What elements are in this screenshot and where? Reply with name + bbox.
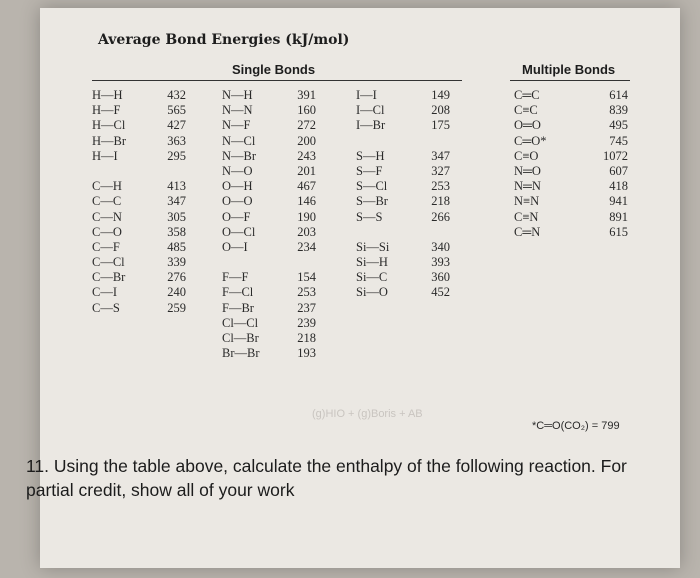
bond-energy: 1072 (603, 148, 628, 163)
watermark: (g)HIO + (g)Boris + AB (312, 408, 423, 420)
bond-label: Cl—Br (222, 331, 259, 345)
bond-row (222, 149, 316, 164)
bond-column-1 (92, 88, 186, 316)
bond-energy: 360 (431, 270, 450, 285)
bond-row (356, 118, 450, 133)
bond-row (356, 88, 450, 103)
bond-energy: 295 (167, 148, 186, 163)
bond-row (92, 225, 186, 240)
bond-row (514, 149, 628, 164)
bond-row (222, 134, 316, 149)
bond-energy: 427 (167, 118, 186, 133)
bond-row (92, 301, 186, 316)
bond-row (222, 240, 316, 255)
bond-row (222, 88, 316, 103)
bond-label: Si—C (356, 270, 388, 285)
bond-row (222, 270, 316, 285)
bond-row (356, 285, 450, 300)
bond-energy: 160 (297, 103, 316, 118)
bond-energy: 565 (167, 103, 186, 118)
bond-row (514, 194, 628, 209)
bond-label: I—Br (356, 118, 386, 133)
bond-energy: 190 (297, 209, 316, 224)
bond-column-2 (222, 88, 316, 361)
bond-label: N≡N (514, 194, 540, 209)
bond-energy: 253 (431, 179, 450, 194)
bond-row (356, 270, 450, 285)
multiple-bonds-rule (510, 80, 630, 81)
bond-energy: 154 (297, 270, 316, 285)
bond-row (222, 179, 316, 194)
bond-energy: 240 (167, 285, 186, 300)
bond-label: O—H (222, 179, 253, 194)
bond-energy: 467 (297, 179, 316, 194)
bond-label: O—F (222, 209, 251, 224)
bond-row (356, 210, 450, 225)
bond-row (222, 285, 316, 300)
bond-label: C—N (92, 209, 122, 224)
bond-row (92, 210, 186, 225)
bond-energy: 607 (609, 163, 628, 178)
table-footnote: *C═O(CO₂) = 799 (532, 420, 620, 432)
table-title: Average Bond Energies (kJ/mol) (98, 32, 350, 48)
bond-row (222, 346, 316, 361)
bond-energy: 452 (431, 285, 450, 300)
bond-label: N—N (222, 103, 253, 118)
bond-energy: 234 (297, 239, 316, 254)
bond-row (92, 179, 186, 194)
multiple-bonds-header: Multiple Bonds (522, 62, 616, 77)
bond-label: C—C (92, 194, 122, 209)
bond-energy: 327 (431, 163, 450, 178)
bond-label: S—Br (356, 194, 388, 209)
bond-energy: 485 (167, 239, 186, 254)
bond-row (92, 134, 186, 149)
bond-label: N═O (514, 163, 541, 178)
bond-label: C≡C (514, 103, 538, 118)
bond-energy: 272 (297, 118, 316, 133)
bond-label: Cl—Cl (222, 315, 259, 330)
bond-energy: 393 (431, 255, 450, 270)
bond-row (222, 316, 316, 331)
bond-energy: 146 (297, 194, 316, 209)
bond-row (92, 194, 186, 209)
bond-energy: 193 (297, 346, 316, 361)
bond-row (514, 225, 628, 240)
bond-row (222, 194, 316, 209)
bond-energy: 259 (167, 300, 186, 315)
bond-energy: 201 (297, 163, 316, 178)
bond-energy: 615 (609, 224, 628, 239)
bond-energy: 175 (431, 118, 450, 133)
bond-row (222, 301, 316, 316)
bond-energy: 495 (609, 118, 628, 133)
bond-label: H—I (92, 148, 118, 163)
bond-label: N—O (222, 163, 253, 178)
bond-label: C═N (514, 224, 541, 239)
single-bonds-rule (92, 80, 462, 81)
bond-energy: 340 (431, 239, 450, 254)
bond-row (92, 270, 186, 285)
bond-row (222, 210, 316, 225)
bond-row (92, 240, 186, 255)
bond-row (356, 255, 450, 270)
bond-energy: 347 (431, 148, 450, 163)
bond-column-multiple (514, 88, 628, 240)
bond-label: I—I (356, 88, 377, 102)
bond-label: F—Cl (222, 285, 254, 300)
bond-row (222, 331, 316, 346)
bond-energy: 218 (297, 331, 316, 345)
bond-row (514, 164, 628, 179)
bond-row (514, 88, 628, 103)
bond-label: C—I (92, 285, 117, 300)
bond-row (92, 103, 186, 118)
bond-label: I—Cl (356, 103, 385, 118)
bond-energy: 891 (609, 209, 628, 224)
bond-label: S—F (356, 163, 383, 178)
bond-label: N—F (222, 118, 251, 133)
bond-energy: 839 (609, 103, 628, 118)
bond-label: H—F (92, 103, 121, 118)
bond-label: Si—O (356, 285, 388, 300)
bond-energy: 203 (297, 224, 316, 239)
bond-row (92, 118, 186, 133)
bond-label: C═C (514, 88, 540, 102)
bond-label: C≡N (514, 209, 539, 224)
bond-row (356, 194, 450, 209)
bond-row (92, 149, 186, 164)
bond-row (514, 103, 628, 118)
bond-row (514, 179, 628, 194)
bond-row (92, 88, 186, 103)
bond-label: C—H (92, 179, 122, 194)
bond-energy: 358 (167, 224, 186, 239)
bond-row (356, 103, 450, 118)
bond-energy: 276 (167, 270, 186, 285)
bond-row (356, 240, 450, 255)
bond-energy: 391 (297, 88, 316, 102)
bond-label: F—Br (222, 300, 254, 315)
bond-row (222, 118, 316, 133)
bond-label: F—F (222, 270, 249, 285)
bond-label: H—H (92, 88, 123, 102)
bond-label: N—Br (222, 148, 257, 163)
bond-label: C═O* (514, 133, 547, 148)
bond-column-3 (356, 88, 450, 301)
bond-energy: 243 (297, 148, 316, 163)
bond-energy: 413 (167, 179, 186, 194)
bond-row (356, 164, 450, 179)
bond-label: Br—Br (222, 346, 260, 361)
bond-label: N—H (222, 88, 253, 102)
bond-energy: 347 (167, 194, 186, 209)
bond-row (514, 118, 628, 133)
bond-label: N═N (514, 179, 541, 194)
question-text: 11. Using the table above, calculate the enthalpy of the following reaction. For partial credit, show all of your work (26, 456, 627, 500)
bond-label: C—S (92, 300, 120, 315)
bond-energy: 432 (167, 88, 186, 102)
bond-energy: 239 (297, 315, 316, 330)
bond-label: Si—Si (356, 239, 390, 254)
bond-energy: 941 (609, 194, 628, 209)
bond-label: H—Br (92, 133, 127, 148)
bond-label: S—H (356, 148, 385, 163)
bond-row (92, 255, 186, 270)
bond-energy: 418 (609, 179, 628, 194)
bond-label: O—Cl (222, 224, 256, 239)
bond-energy: 218 (431, 194, 450, 209)
bond-row (356, 179, 450, 194)
bond-label: S—Cl (356, 179, 388, 194)
bond-label: C—Cl (92, 255, 125, 270)
bond-energy: 614 (609, 88, 628, 102)
bond-row (514, 210, 628, 225)
bond-energy: 745 (609, 133, 628, 148)
bond-row (514, 134, 628, 149)
bond-energy: 266 (431, 209, 450, 224)
bond-energy: 253 (297, 285, 316, 300)
bond-label: C≡O (514, 148, 539, 163)
bond-energy: 305 (167, 209, 186, 224)
single-bonds-header: Single Bonds (232, 62, 316, 77)
bond-row (92, 285, 186, 300)
bond-energy: 237 (297, 300, 316, 315)
bond-label: O—I (222, 239, 248, 254)
bond-label: S—S (356, 209, 383, 224)
bond-label: O═O (514, 118, 541, 133)
bond-energy: 208 (431, 103, 450, 118)
bond-label: O—O (222, 194, 253, 209)
bond-row (356, 149, 450, 164)
bond-label: C—O (92, 224, 122, 239)
bond-label: C—F (92, 239, 120, 254)
bond-energy: 200 (297, 133, 316, 148)
bond-label: H—Cl (92, 118, 126, 133)
bond-energy: 363 (167, 133, 186, 148)
bond-label: N—Cl (222, 133, 256, 148)
bond-energy: 149 (431, 88, 450, 102)
bond-row (222, 225, 316, 240)
bond-energy: 339 (167, 255, 186, 270)
bond-row (222, 103, 316, 118)
bond-label: C—Br (92, 270, 126, 285)
bond-label: Si—H (356, 255, 388, 270)
bond-row (222, 164, 316, 179)
